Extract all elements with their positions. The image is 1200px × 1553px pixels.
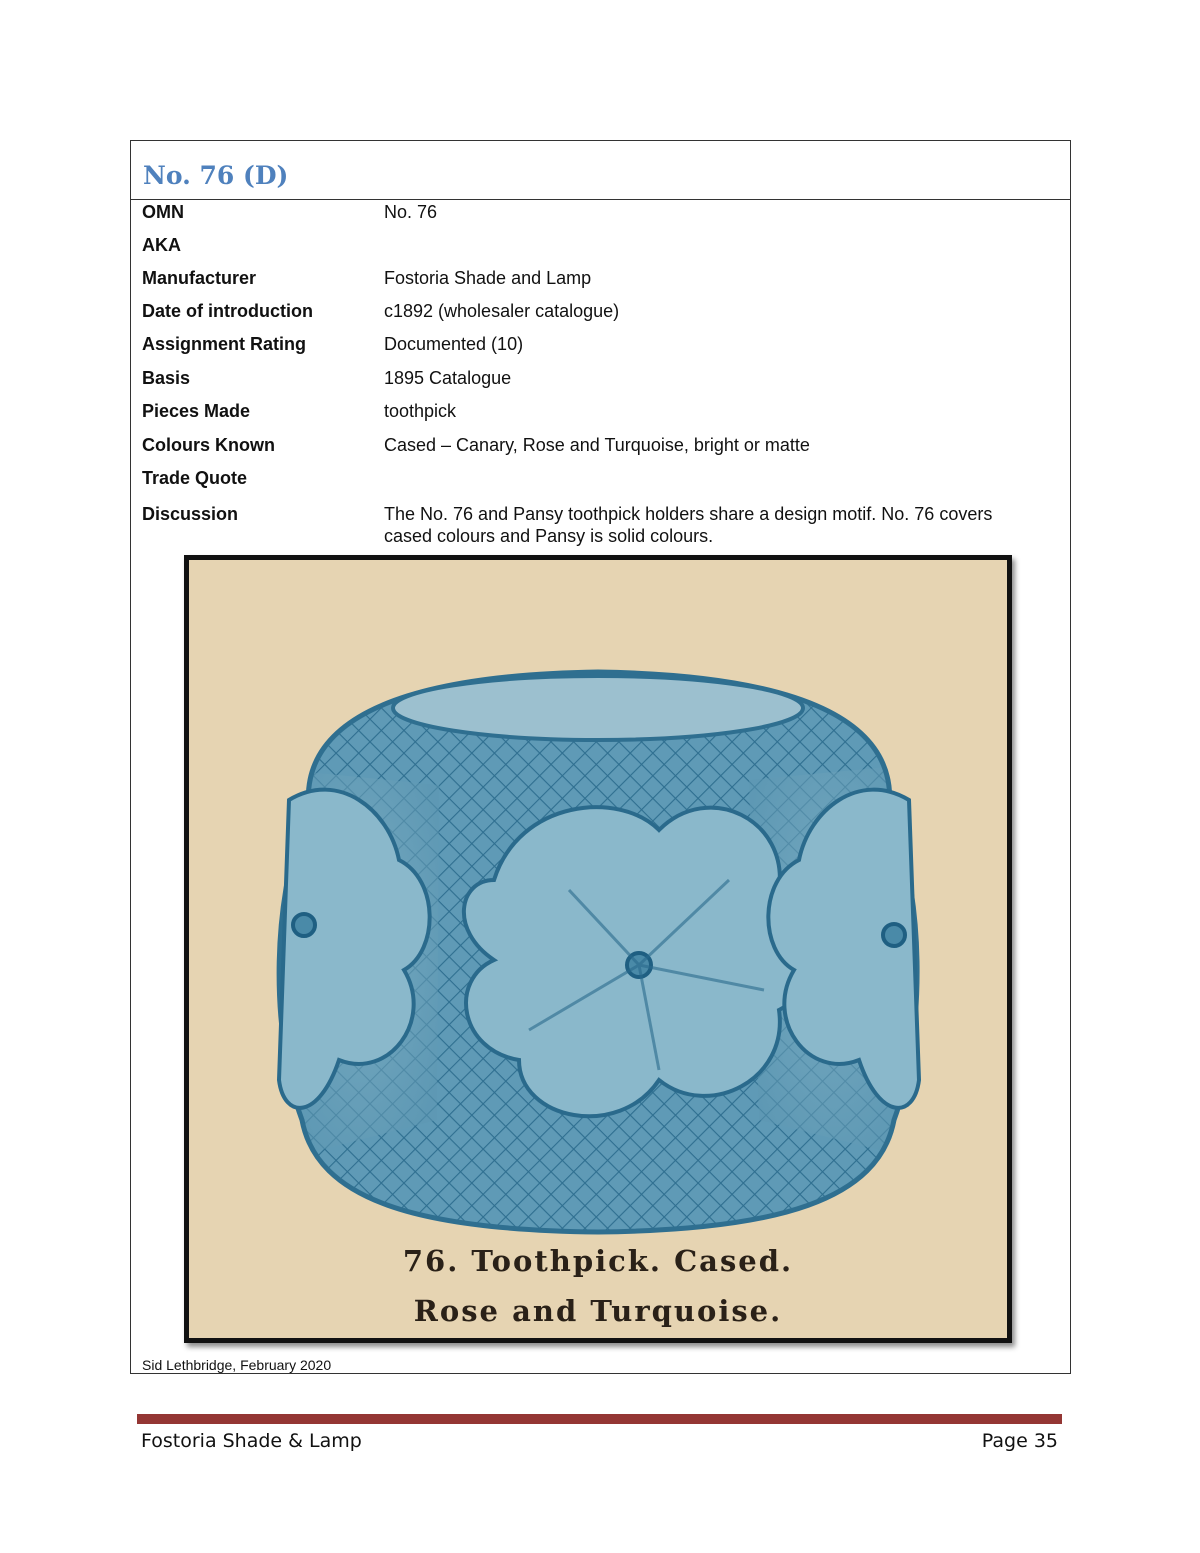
field-label: Assignment Rating <box>142 334 307 354</box>
field-label: Manufacturer <box>142 268 257 288</box>
footer-publication-title: Fostoria Shade & Lamp <box>141 1430 362 1452</box>
entry-title: No. 76 (D) <box>143 161 289 190</box>
entry-frame <box>130 140 1071 1374</box>
field-label: Basis <box>142 368 191 388</box>
field-label: Trade Quote <box>142 468 248 488</box>
field-label: AKA <box>142 235 181 255</box>
field-label: OMN <box>142 202 184 222</box>
field-label: Colours Known <box>142 435 275 455</box>
image-caption-line-1: 76. Toothpick. Cased. <box>402 1244 794 1278</box>
toothpick-illustration <box>189 560 1007 1338</box>
author-credit: Sid Lethbridge, February 2020 <box>142 1357 332 1373</box>
field-value: c1892 (wholesaler catalogue) <box>384 301 620 321</box>
field-label: Date of introduction <box>142 301 313 321</box>
footer-divider <box>137 1414 1062 1423</box>
field-value: Fostoria Shade and Lamp <box>384 268 592 288</box>
field-value: toothpick <box>384 401 457 421</box>
footer-page-number: Page 35 <box>981 1430 1058 1452</box>
title-divider <box>131 199 1070 200</box>
field-label: Discussion <box>142 504 239 524</box>
image-caption-line-2: Rose and Turquoise. <box>413 1294 783 1328</box>
field-value: 1895 Catalogue <box>384 368 512 388</box>
field-value: Cased – Canary, Rose and Turquoise, bright or matte <box>384 435 810 455</box>
field-value: No. 76 <box>384 202 438 222</box>
catalogue-image <box>184 555 1012 1343</box>
field-label: Pieces Made <box>142 401 251 421</box>
field-value: Documented (10) <box>384 334 524 354</box>
field-value: The No. 76 and Pansy toothpick holders share a design motif. No. 76 covers cased colours and Pansy is solid colours. <box>384 504 993 546</box>
